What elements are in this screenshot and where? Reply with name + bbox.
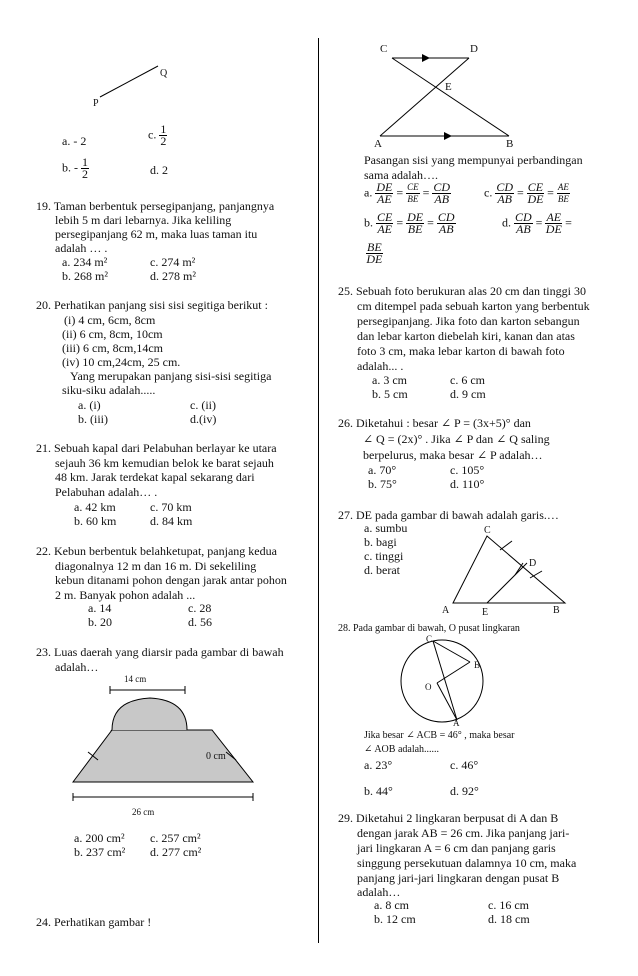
q28-line: 28. Pada gambar di bawah, O pusat lingkaran bbox=[338, 623, 520, 634]
q23-line: adalah… bbox=[55, 660, 99, 674]
q21-option-b: b. 60 km bbox=[74, 514, 117, 528]
q22-option-a: a. 14 bbox=[88, 601, 112, 615]
q29-option-c: c. 16 cm bbox=[488, 898, 529, 912]
q23-top-dim: 14 cm bbox=[124, 674, 147, 684]
q25-line: dan lebar karton diebelah kiri, kanan dan atas bbox=[357, 329, 575, 343]
q22-option-b: b. 20 bbox=[88, 615, 112, 629]
q24-figure bbox=[380, 54, 509, 140]
q29-option-b: b. 12 cm bbox=[374, 912, 416, 926]
fig27-label-d: D bbox=[529, 558, 537, 569]
q27-option-c: c. tinggi bbox=[364, 549, 404, 563]
arrow-marker bbox=[444, 132, 452, 140]
option-a: a. - 2 bbox=[62, 134, 87, 148]
q28-option-a: a. 23° bbox=[364, 758, 393, 772]
q20-option-a: a. (i) bbox=[78, 398, 101, 412]
fig28-label-b: B bbox=[474, 660, 481, 670]
q21-option-a: a. 42 km bbox=[74, 500, 116, 514]
label-p: P bbox=[93, 98, 99, 109]
q25-option-c: c. 6 cm bbox=[450, 373, 485, 387]
q19-option-c: c. 274 m² bbox=[150, 255, 196, 269]
q20-option-b: b. (iii) bbox=[78, 412, 108, 426]
option-d: d. 2 bbox=[150, 163, 168, 177]
q23-option-c: c. 257 cm² bbox=[150, 831, 201, 845]
q25-option-d: d. 9 cm bbox=[450, 387, 486, 401]
trapezoid-shape bbox=[73, 730, 253, 782]
q27-option-d: d. berat bbox=[364, 563, 400, 577]
q19-option-a: a. 234 m² bbox=[62, 255, 108, 269]
q23-option-a: a. 200 cm² bbox=[74, 831, 125, 845]
fig24-label-e: E bbox=[445, 81, 452, 93]
triangle-abc bbox=[453, 536, 565, 603]
q19-line: adalah … . bbox=[55, 241, 108, 255]
q22-line: kebun ditanami pohon dengan jarak antar pohon bbox=[55, 573, 287, 587]
q24-option-d-tail: $\frac{BE}{DE}$ bbox=[366, 240, 383, 266]
q21-option-d: d. 84 km bbox=[150, 514, 193, 528]
q27-line: 27. DE pada gambar di bawah adalah garis.… bbox=[338, 508, 559, 522]
q25-line: cm ditempel pada sebuah karton yang berbentuk bbox=[357, 299, 590, 313]
fig27-label-c: C bbox=[484, 525, 491, 536]
q19-line: lebih 5 m dari lebarnya. Jika keliling bbox=[55, 213, 232, 227]
q21-line: 21. Sebuah kapal dari Pelabuhan berlayar ke utara bbox=[36, 441, 277, 455]
q28-figure bbox=[401, 640, 483, 722]
q20-line: (iv) 10 cm,24cm, 25 cm. bbox=[62, 355, 181, 369]
q20-line: siku-siku adalah..... bbox=[62, 383, 156, 397]
q21-line: Pelabuhan adalah… . bbox=[55, 485, 158, 499]
fig28-label-o: O bbox=[425, 682, 432, 692]
q22-line: 22. Kebun berbentuk belahketupat, panjang kedua bbox=[36, 544, 277, 558]
q23-bottom-dim: 26 cm bbox=[132, 807, 155, 817]
q26-option-c: c. 105° bbox=[450, 463, 485, 477]
q27-option-a: a. sumbu bbox=[364, 521, 408, 535]
q28-text: ∠ AOB adalah...... bbox=[364, 744, 440, 755]
q29-line: 29. Diketahui 2 lingkaran berpusat di A dan B bbox=[338, 811, 559, 825]
segment-da bbox=[380, 58, 469, 136]
q24-option-a: a. $\frac{DE}{AE}$ = $\frac{CE}{BE}$ = $\frac{CD}{AB}$ bbox=[364, 180, 451, 206]
q29-line: dengan jarak AB = 26 cm. Jika panjang jari- bbox=[357, 826, 570, 840]
q24-option-d: d. $\frac{CD}{AB}$ = $\frac{AE}{DE}$ = bbox=[502, 210, 572, 236]
q25-option-a: a. 3 cm bbox=[372, 373, 407, 387]
q26-option-a: a. 70° bbox=[368, 463, 397, 477]
q25-line: adalah... . bbox=[357, 359, 404, 373]
q25-line: 25. Sebuah foto berukuran alas 20 cm dan tinggi 30 bbox=[338, 284, 586, 298]
circle-o bbox=[401, 640, 483, 722]
q24-option-c: c. $\frac{CD}{AB}$ = $\frac{CE}{DE}$ = $\frac{AE}{BE}$ bbox=[484, 180, 569, 206]
segment-cb bbox=[392, 58, 509, 136]
segment-ob bbox=[437, 662, 470, 683]
q24-heading: 24. Perhatikan gambar ! bbox=[36, 915, 152, 929]
q29-option-d: d. 18 cm bbox=[488, 912, 530, 926]
arrow-marker bbox=[422, 54, 430, 62]
q22-option-d: d. 56 bbox=[188, 615, 212, 629]
fig27-label-a: A bbox=[442, 605, 450, 616]
segment-de bbox=[487, 563, 527, 603]
fig24-label-a: A bbox=[374, 138, 382, 150]
pq-segment bbox=[100, 66, 158, 97]
q20-line: 20. Perhatikan panjang sisi sisi segitiga berikut : bbox=[36, 298, 268, 312]
q19-line: persegipanjang 62 m, maka luas taman itu bbox=[55, 227, 258, 241]
q27-figure bbox=[453, 536, 565, 603]
q20-line: (iii) 6 cm, 8cm,14cm bbox=[62, 341, 163, 355]
q20-line: (ii) 6 cm, 8cm, 10cm bbox=[62, 327, 163, 341]
q26-option-d: d. 110° bbox=[450, 477, 485, 491]
q19-option-b: b. 268 m² bbox=[62, 269, 108, 283]
q19-line: 19. Taman berbentuk persegipanjang, panjangnya bbox=[36, 199, 275, 213]
q29-line: jari lingkaran A = 6 cm dan panjang garis bbox=[357, 841, 556, 855]
q21-line: sejauh 36 km kemudian belok ke barat sejauh bbox=[55, 456, 274, 470]
q25-line: foto 3 cm, maka lebar karton di bawah foto bbox=[357, 344, 565, 358]
fig27-label-b: B bbox=[553, 605, 560, 616]
q24-text: Pasangan sisi yang mempunyai perbandingan bbox=[364, 153, 583, 167]
q23-option-b: b. 237 cm² bbox=[74, 845, 126, 859]
q25-line: persegipanjang. Jika foto dan karton sebangun bbox=[357, 314, 580, 328]
q23-side-dim: 0 cm bbox=[206, 751, 226, 762]
q24-text: sama adalah…. bbox=[364, 168, 438, 182]
q22-line: 2 m. Banyak pohon adalah ... bbox=[55, 588, 196, 602]
option-c: c. $\frac{1}{2}$ bbox=[148, 122, 167, 148]
q23-option-d: d. 277 cm² bbox=[150, 845, 202, 859]
q21-option-c: c. 70 km bbox=[150, 500, 192, 514]
q21-line: 48 km. Jarak terdekat kapal sekarang dari bbox=[55, 470, 255, 484]
fig28-label-a: A bbox=[453, 718, 460, 728]
q23-line: 23. Luas daerah yang diarsir pada gambar di bawah bbox=[36, 645, 284, 659]
q29-line: singgung persekutuan dalamnya 10 cm, maka bbox=[357, 856, 577, 870]
q26-line: berpelurus, maka besar ∠ P adalah… bbox=[363, 448, 543, 462]
q22-line: diagonalnya 12 m dan 16 m. Di sekeliling bbox=[55, 559, 257, 573]
q24-option-b: b. $\frac{CE}{AE}$ = $\frac{DE}{BE}$ = $\frac{CD}{AB}$ bbox=[364, 210, 455, 236]
fig28-label-c: C bbox=[426, 634, 433, 644]
q27-option-b: b. bagi bbox=[364, 535, 397, 549]
fig24-label-c: C bbox=[380, 43, 388, 55]
q25-option-b: b. 5 cm bbox=[372, 387, 408, 401]
q28-option-c: c. 46° bbox=[450, 758, 479, 772]
label-q: Q bbox=[160, 68, 168, 79]
q26-option-b: b. 75° bbox=[368, 477, 397, 491]
option-b: b. - $\frac{1}{2}$ bbox=[62, 155, 88, 181]
fig27-label-e: E bbox=[482, 607, 489, 618]
q22-option-c: c. 28 bbox=[188, 601, 212, 615]
q28-option-b: b. 44° bbox=[364, 784, 393, 798]
q28-text: Jika besar ∠ ACB = 46° , maka besar bbox=[364, 730, 515, 741]
q20-option-c: c. (ii) bbox=[190, 398, 216, 412]
fig24-label-d: D bbox=[470, 43, 478, 55]
q20-line: Yang merupakan panjang sisi-sisi segitiga bbox=[70, 369, 272, 383]
q26-line: ∠ Q = (2x)° . Jika ∠ P dan ∠ Q saling bbox=[363, 432, 550, 446]
q19-option-d: d. 278 m² bbox=[150, 269, 196, 283]
q23-figure bbox=[73, 686, 253, 801]
q29-line: adalah… bbox=[357, 885, 401, 899]
q20-option-d: d.(iv) bbox=[190, 412, 217, 426]
q20-line: (i) 4 cm, 6cm, 8cm bbox=[64, 313, 156, 327]
q26-line: 26. Diketahui : besar ∠ P = (3x+5)° dan bbox=[338, 416, 531, 430]
q29-option-a: a. 8 cm bbox=[374, 898, 409, 912]
q28-option-d: d. 92° bbox=[450, 784, 479, 798]
fig24-label-b: B bbox=[506, 138, 514, 150]
q29-line: panjang jari-jari lingkaran dengan pusat B bbox=[357, 871, 560, 885]
